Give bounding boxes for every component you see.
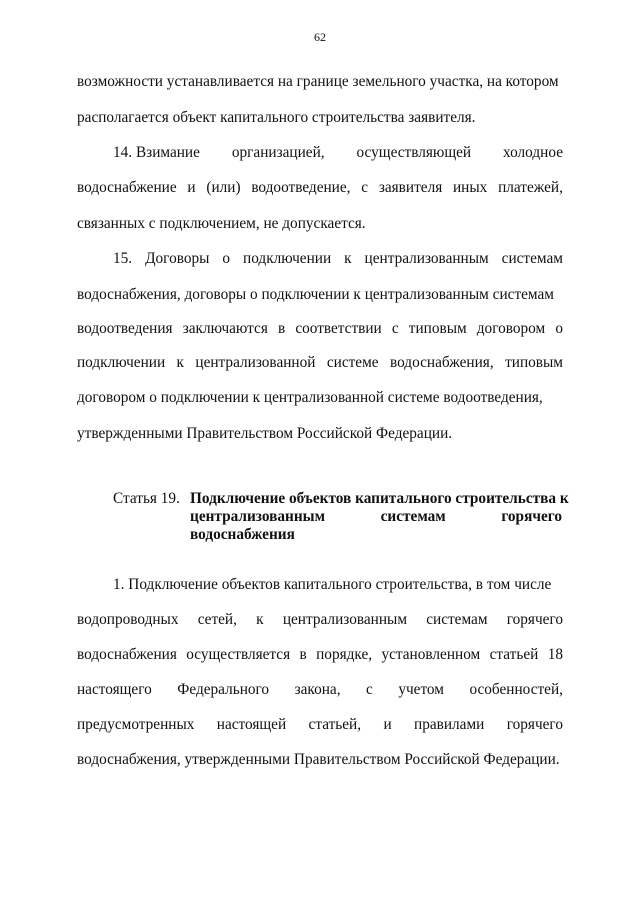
paragraph-15-line-1: [113, 249, 563, 269]
word: заключаются: [182, 320, 268, 337]
word: порядке,: [316, 646, 373, 663]
word: правилами: [414, 716, 485, 733]
word: подключении: [77, 354, 166, 371]
word: о: [555, 320, 563, 337]
word: (или): [206, 179, 241, 196]
article-19-p1-line-4: [77, 680, 563, 700]
word: с: [361, 179, 369, 196]
article-label: Статья 19.: [113, 490, 180, 507]
word: горячего: [501, 508, 562, 525]
article-19-p1-line-6: водоснабжения, утвержденными Правительством Российской Федерации.: [77, 751, 560, 768]
word: в: [277, 320, 286, 337]
article-19-p1-line-2: [77, 610, 563, 630]
paragraph-15-line-3: [77, 319, 563, 339]
paragraph-15-line-6: утвержденными Правительством Российской Федерации.: [77, 425, 453, 442]
paragraph-14-line-1: [113, 143, 563, 163]
word: организацией,: [231, 144, 325, 161]
word: настоящей: [216, 716, 287, 733]
word: с: [391, 320, 399, 337]
word: статьей: [489, 646, 539, 663]
word: водоснабжение: [77, 179, 177, 196]
word: системам: [426, 611, 488, 628]
paragraph-13-line-2: располагается объект капитального строительства заявителя.: [77, 109, 476, 126]
word: водоснабжения,: [389, 354, 494, 371]
article-title-line-3: водоснабжения: [190, 526, 295, 543]
paragraph-13-line-1: возможности устанавливается на границе земельного участка, на котором: [77, 73, 559, 90]
word: водопроводных: [77, 611, 179, 628]
word: о: [222, 250, 231, 267]
word: 15.: [113, 250, 133, 267]
paragraph-14-line-2: [77, 178, 563, 198]
word: типовым: [505, 354, 563, 371]
word: централизованным: [282, 611, 407, 628]
article-19-p1-line-5: [77, 715, 563, 735]
article-19-p1-line-1: 1. Подключение объектов капитального строительства, в том числе: [113, 576, 552, 593]
word: типовым: [408, 320, 467, 337]
word: договором: [476, 320, 546, 337]
word: Федерального: [177, 681, 270, 698]
word: 14. Взимание: [113, 144, 200, 161]
word: учетом: [398, 681, 444, 698]
word: особенностей,: [469, 681, 563, 698]
paragraph-15-line-5: договором о подключении к централизованной системе водоотведения,: [77, 389, 543, 406]
word: закона,: [294, 681, 341, 698]
page-number: 62: [314, 30, 326, 44]
paragraph-15-line-2: водоснабжения, договоры о подключении к централизованным системам: [77, 286, 554, 303]
word: водоотведение,: [251, 179, 351, 196]
word: и: [187, 179, 196, 196]
word: осуществляющей: [356, 144, 472, 161]
word: водоотведения: [77, 320, 173, 337]
word: водоснабжения: [77, 646, 177, 663]
word: холодное: [503, 144, 563, 161]
word: системам: [501, 250, 563, 267]
word: в: [299, 646, 307, 663]
word: заявителя: [378, 179, 443, 196]
word: иных: [453, 179, 488, 196]
word: к: [344, 250, 352, 267]
word: горячего: [506, 716, 563, 733]
word: установленном: [381, 646, 481, 663]
word: осуществляется: [186, 646, 291, 663]
word: с: [366, 681, 373, 698]
word: системам: [380, 508, 446, 525]
word: к: [256, 611, 264, 628]
article-title-line-2: [190, 507, 562, 527]
article-title-line-1: Подключение объектов капитального строительства к: [190, 490, 569, 507]
word: и: [383, 716, 392, 733]
word: сетей,: [197, 611, 237, 628]
word: подключении: [243, 250, 332, 267]
word: системе: [326, 354, 379, 371]
word: к: [176, 354, 184, 371]
paragraph-14-line-3: связанных с подключением, не допускается.: [77, 215, 366, 232]
article-19-p1-line-3: [77, 645, 563, 665]
word: централизованным: [190, 508, 326, 525]
word: Договоры: [145, 250, 210, 267]
word: предусмотренных: [77, 716, 195, 733]
word: 18: [547, 646, 563, 663]
word: статьей,: [308, 716, 362, 733]
word: горячего: [506, 611, 563, 628]
paragraph-15-line-4: [77, 353, 563, 373]
word: платежей,: [498, 179, 563, 196]
word: соответствии: [295, 320, 382, 337]
word: централизованной: [195, 354, 316, 371]
word: настоящего: [77, 681, 152, 698]
word: централизованным: [364, 250, 489, 267]
